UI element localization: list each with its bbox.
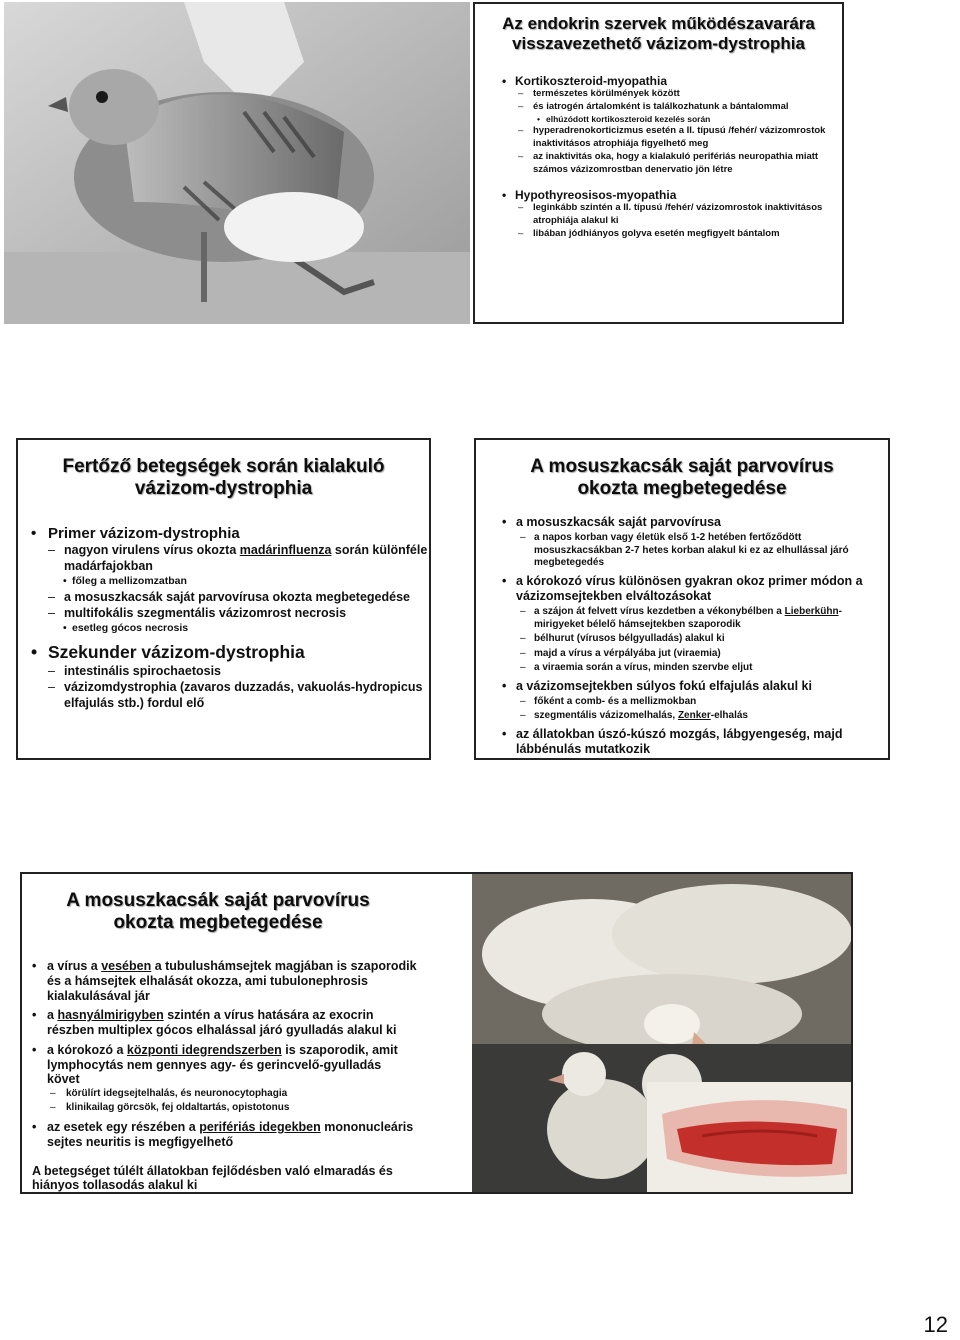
slide-parvovirus-2: [20, 872, 853, 1194]
list-item: – majd a vírus a vérpályába jut (viraemia): [476, 648, 888, 661]
list-item: • az állatokban úszó-kúszó mozgás, lábgyengeség, majd lábbénulás mutatkozik: [476, 727, 888, 758]
list-item: • esetleg gócos necrosis: [18, 621, 429, 636]
text: a szájon át felvett vírus kezdetben a vékonybélben a: [534, 606, 785, 618]
list-item: [476, 606, 888, 631]
list-item: – klinikailag görcsök, fej oldaltartás, opistotonus: [22, 1101, 417, 1115]
title-line: visszavezethető vázizom-dystrophia: [512, 34, 805, 54]
slide-title: [22, 890, 414, 935]
text: nagyon virulens vírus okozta: [64, 542, 240, 557]
title-line: Fertőző betegségek során kialakuló: [62, 456, 385, 477]
title-line: A mosuszkacsák saját parvovírus: [530, 456, 834, 477]
list-item: – az inaktivitás oka, hogy a kialakuló perifériás neuropathia miatt számos vázizomrostban denervatio jön létre: [475, 151, 842, 177]
list-item: [22, 1120, 417, 1150]
text: szegmentális vázizomelhalás,: [534, 710, 678, 722]
list-item: [22, 959, 417, 1003]
text: a kórokozó a: [47, 1042, 127, 1057]
text: -elhalás: [710, 710, 748, 722]
link-text: perifériás idegekben: [199, 1120, 321, 1134]
bullet-primer: • Primer vázizom-dystrophia: [18, 525, 429, 542]
text: a vírus a: [47, 959, 102, 973]
text: -mirigyeket bélelő hámsejtekben szaporodik: [534, 606, 842, 630]
list-item: • főleg a mellizomzatban: [18, 574, 429, 589]
slide-infectious: [16, 438, 431, 760]
title-line: okozta megbetegedése: [577, 478, 787, 500]
list-item: • a mosuszkacsák saját parvovírusa: [476, 515, 888, 530]
list-item: • a vázizomsejtekben súlyos fokú elfajulás alakul ki: [476, 679, 888, 694]
slide-title: [481, 14, 836, 54]
link-text: vesében: [101, 959, 152, 973]
link-text: Lieberkühn: [784, 606, 839, 618]
text: szintén a vírus hatására az exocrin részben multiplex gócos elhalással járó gyulladás alakul ki: [47, 1008, 397, 1037]
text: is szaporodik, amit lymphocytás nem gennyes agy- és gerincvelő-gyulladás követ: [47, 1042, 398, 1087]
title-line: A mosuszkacsák saját parvovírus: [66, 890, 370, 911]
slide-body: [22, 954, 417, 1193]
title-line: Az endokrin szervek működészavarára: [502, 14, 815, 33]
bullet-hypothyreosis: • Hypothyreosisos-myopathia: [475, 188, 842, 202]
link-text: madárinfluenza: [239, 542, 332, 557]
slide-parvovirus-1: [474, 438, 890, 760]
list-item: [476, 710, 888, 723]
list-item: – vázizomdystrophia (zavaros duzzadás, vakuolás-hydropicus elfajulás stb.) fordul elő: [18, 679, 429, 711]
text: az esetek egy részében a: [47, 1120, 200, 1134]
title-line: vázizom-dystrophia: [134, 478, 313, 500]
list-item: – multifokális szegmentális vázizomrost necrosis: [18, 605, 429, 621]
list-item: – a napos korban vagy életük első 1-2 hetében fertőződött mosuszkacsákban 2-7 hetes korban alakul ki ez az elhullással járó megbetegedés: [476, 532, 888, 570]
list-item: – a mosuszkacsák saját parvovírusa okozta megbetegedése: [18, 589, 429, 605]
list-item: – intestinális spirochaetosis: [18, 663, 429, 679]
list-item: [18, 542, 429, 574]
link-text: hasnyálmirigyben: [57, 1008, 164, 1023]
page-number: 12: [923, 1312, 948, 1337]
list-item: • elhúzódott kortikoszteroid kezelés során: [475, 114, 842, 125]
text: során különféle madárfajokban: [64, 542, 428, 573]
list-item: – természetes körülmények között: [475, 88, 842, 101]
list-item: – leginkább szintén a II. típusú /fehér/ vázizomrostok inaktivitásos atrophiája alakul ki: [475, 202, 842, 228]
list-item: – libában jódhiányos golyva esetén megfigyelt bántalom: [475, 228, 842, 241]
slide-title: [28, 456, 419, 501]
title-line: okozta megbetegedése: [113, 912, 323, 934]
text: mononucleáris sejtes neuritis is megfigyelhető: [47, 1120, 414, 1149]
list-item: – főként a comb- és a mellizmokban: [476, 696, 888, 709]
bullet-szekunder: • Szekunder vázizom-dystrophia: [18, 642, 429, 663]
conclusion-text: A betegséget túlélt állatokban fejlődésben való elmaradás és hiányos tollasodás alakul ki: [32, 1163, 393, 1193]
link-text: központi idegrendszerben: [126, 1042, 282, 1057]
list-item: – a viraemia során a vírus, minden szervbe eljut: [476, 662, 888, 675]
slide-endocrine: [473, 2, 844, 324]
photo-ducks-and-muscle: [472, 874, 852, 1192]
list-item: [22, 1008, 417, 1038]
slide-title: [486, 456, 878, 501]
list-item: – és iatrogén ártalomként is találkozhatunk a bántalommal: [475, 101, 842, 114]
list-item: – hyperadrenokorticizmus esetén a II. típusú /fehér/ vázizomrostok inaktivitásos atrophiája figyelhető meg: [475, 125, 842, 151]
text: a: [47, 1008, 58, 1023]
bullet-kortikoszteroid: • Kortikoszteroid-myopathia: [475, 74, 842, 88]
text: a tubulushámsejtek magjában is szaporodik és a hámsejtek elhalását okozza, ami tubulonephrosis kialakulásával jár: [47, 959, 417, 1003]
list-item: • a kórokozó vírus különösen gyakran okoz primer módon a vázizomsejtekben elváltozásokat: [476, 574, 888, 605]
photo-partridge: [4, 2, 470, 324]
link-text: Zenker: [677, 710, 711, 722]
list-item: – körülírt idegsejtelhalás, és neuronocytophagia: [22, 1087, 417, 1101]
list-item: – bélhurut (vírusos bélgyulladás) alakul ki: [476, 633, 888, 646]
list-item: [22, 1043, 417, 1087]
